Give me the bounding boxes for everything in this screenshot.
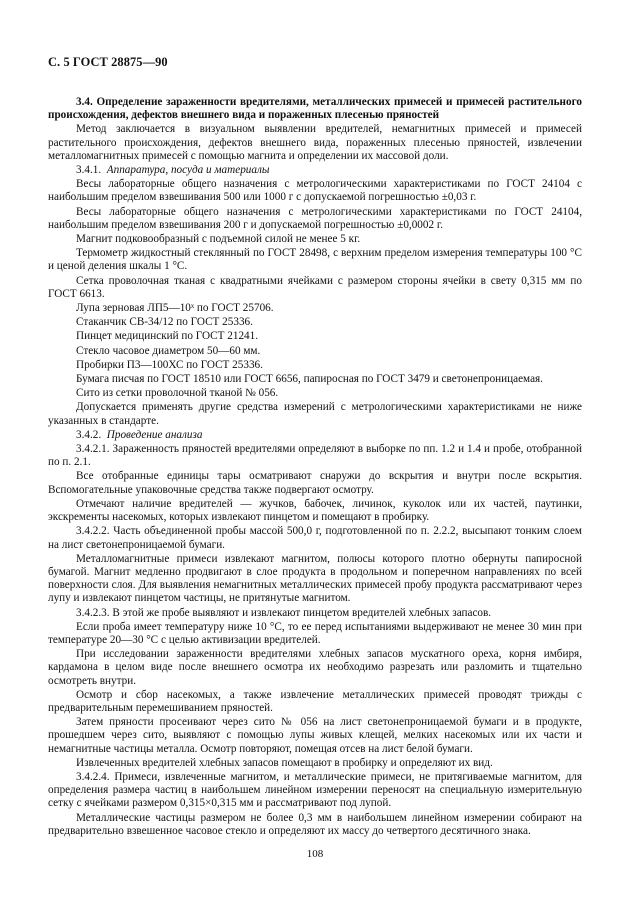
paragraph: Пробирки П3—100ХС по ГОСТ 25336. <box>76 358 263 371</box>
paragraph: Сито из сетки проволочной тканой № 056. <box>76 387 279 400</box>
paragraph: Металлические частицы размером не более 0,3 мм в наибольшем линейном измерении собирают на предварительно взвешенное часовое стекло и определяют их массу до четвертого десятичного знака. <box>48 811 582 837</box>
paragraph: Извлеченных вредителей хлебных запасов помещают в пробирку и определяют их вид. <box>76 756 493 769</box>
section-heading: 3.4. Определение зараженности вредителями, металлических примесей и примесей растительного происхождения, дефектов внешнего вида и пораженных плесенью пряностей <box>48 96 582 122</box>
paragraph: Сетка проволочная тканая с квадратными ячейками с размером стороны ячейки в свету 0,315 мм по ГОСТ 6613. <box>48 274 582 300</box>
document-body <box>48 96 582 839</box>
subsection-number: 3.4.2. <box>76 428 102 441</box>
paragraph: Термометр жидкостный стеклянный по ГОСТ 28498, с верхним пределом измерения температуры 100 °С и ценой деления шкалы 1 °С. <box>48 247 582 273</box>
subsection-title: Аппаратура, посуда и материалы <box>106 164 270 177</box>
paragraph: Стекло часовое диаметром 50—60 мм. <box>76 344 261 357</box>
paragraph: Бумага писчая по ГОСТ 18510 или ГОСТ 6656, папиросная по ГОСТ 3479 и светонепроницаемая. <box>76 373 543 386</box>
subsection-heading <box>48 429 582 442</box>
paragraph: 3.4.2.3. В этой же пробе выявляют и извлекают пинцетом вредителей хлебных запасов. <box>76 606 492 619</box>
paragraph: Пинцет медицинский по ГОСТ 21241. <box>76 330 259 343</box>
paragraph: Осмотр и сбор насекомых, а также извлечение металлических примесей проводят трижды с предварительным перемешиванием пряностей. <box>48 688 582 714</box>
paragraph: 3.4.2.4. Примеси, извлеченные магнитом, и металлические примеси, не притягиваемые магнитом, для определения размера частиц в наибольшем линейном измерении переносят на специальную измерительную сетку с ячейками размером 0,315×0,315 мм и рассматривают под лупой. <box>48 770 582 810</box>
subsection-number: 3.4.1. <box>76 164 102 177</box>
paragraph: 3.4.2.2. Часть объединенной пробы массой 500,0 г, подготовленной по п. 2.2.2, высыпают тонким слоем на лист светонепроницаемой бумаги. <box>48 525 582 551</box>
paragraph: Метод заключается в визуальном выявлении вредителей, немагнитных примесей и примесей растительного происхождения, дефектов внешнего вида, пораженных плесенью пряностей, извлечении металломагнитных примесей с помощью магнита и определении их массовой доли. <box>48 123 582 162</box>
paragraph: Весы лабораторные общего назначения с метрологическими характеристиками по ГОСТ 24104, наибольшим пределом взвешивания 200 г и допускаемой погрешностью ±0,0002 г. <box>48 205 582 231</box>
paragraph: Лупа зерновая ЛП5—10ˣ по ГОСТ 25706. <box>76 302 274 315</box>
paragraph: Допускается применять другие средства измерений с метрологическими характеристиками не ниже указанных в стандарте. <box>48 401 582 427</box>
paragraph: Магнит подковообразный с подъемной силой не менее 5 кг. <box>76 233 361 246</box>
paragraph: Отмечают наличие вредителей — жучков, бабочек, личинок, куколок или их частей, паутинки, экскременты насекомых, которых извлекают пинцетом и помещают в пробирку. <box>48 497 582 524</box>
paragraph: 3.4.2.1. Зараженность пряностей вредителями определяют в выборке по пп. 1.2 и 1.4 и пробе, отобранной по п. 2.1. <box>48 443 582 469</box>
paragraph: Затем пряности просеивают через сито № 056 на лист светонепроницаемой бумаги и в продукте, прошедшем через сито, выявляют с помощью лупы живых клещей, мелких насекомых или их части и немагнитные частицы металла. Осмотр повторяют, помещая отсев на лист белой бумаги. <box>48 716 582 755</box>
paragraph: При исследовании зараженности вредителями хлебных запасов мускатного ореха, корня имбиря, кардамона в целом виде после внешнего осмотра их необходимо разрезать или разломить и тщательно осмотреть внутри. <box>48 648 582 687</box>
page-header: С. 5 ГОСТ 28875—90 <box>48 55 168 69</box>
page-number: 108 <box>306 848 324 860</box>
paragraph: Стаканчик СВ-34/12 по ГОСТ 25336. <box>76 316 253 329</box>
paragraph: Все отобранные единицы тары осматривают снаружи до вскрытия и внутри после вскрытия. Вспомогательные упаковочные средства также подвергают осмотру. <box>48 470 582 496</box>
subsection-title: Проведение анализа <box>106 428 203 441</box>
paragraph: Металломагнитные примеси извлекают магнитом, полюсы которого плотно обернуты папиросной бумагой. Магнит медленно продвигают в слое продукта в продольном и поперечном направлениях по всей поверхности слоя. Для выявления немагнитных металлических примесей пробу продукта рассматривают через лупу и извлекают пинцетом частицы, не притянутые магнитом. <box>48 552 582 605</box>
paragraph: Весы лабораторные общего назначения с метрологическими характеристиками по ГОСТ 24104 с наибольшим пределом взвешивания 500 или 1000 г с допускаемой погрешностью ±0,03 г. <box>48 178 582 204</box>
paragraph: Если проба имеет температуру ниже 10 °С, то ее перед испытаниями выдерживают не менее 30 мин при температуре 20—30 °С с целью активизации вредителей. <box>48 620 582 646</box>
subsection-heading <box>48 164 582 177</box>
